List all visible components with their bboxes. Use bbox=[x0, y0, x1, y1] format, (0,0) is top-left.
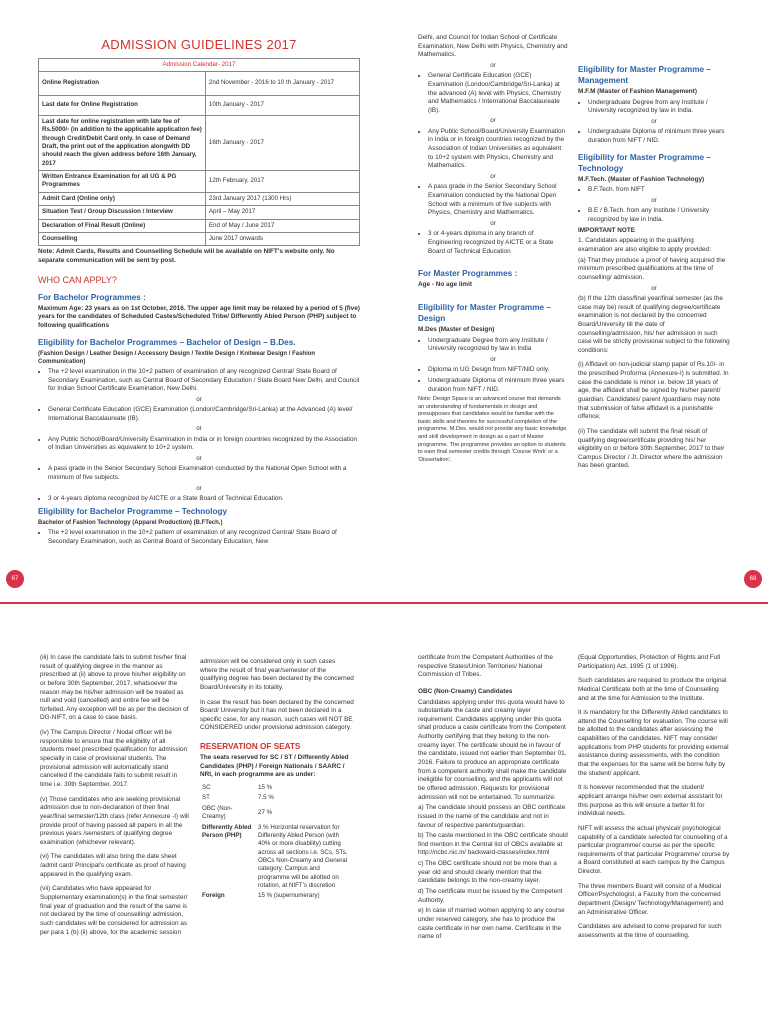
bottom-col-3 bbox=[418, 652, 568, 944]
list-item: • B.F.Tech. from NIFT bbox=[588, 186, 730, 195]
list-item: • Undergraduate Diploma of minimum three years duration from NIFT / NID. bbox=[428, 377, 568, 394]
table-row bbox=[200, 823, 354, 892]
obc-para: Candidates applying under this quota would have to substantiate the caste and creamy layer requirement. Candidates applying under this quota shall produce a caste certificate from the Competent Authority certifying that they belong to the non-creamy layer. The certificate should be in favour of the candidate, issued not earlier than September 01, 2016. Failure to produce an appropriate certificate from a competent authority shall make the candidate ineligible for counselling, and the applicants will not be offered admission. Requests for provisional admission will not be entertained. To summarize: bbox=[418, 698, 567, 801]
obc-heading: OBC (Non-Creamy) Candidates bbox=[418, 687, 513, 695]
calendar-note: Note: Admit Cards, Results and Counselling Schedule will be available on NIFT's website only. No separate communication will be sent by post. bbox=[38, 248, 335, 264]
or-separator: or bbox=[490, 117, 496, 125]
php-para: It is mandatory for the Differently Abled candidates to attend the Counselling for evaluation. The course will be allotted to the candidates after assessing the capabilities of the candidates. NIFT may consider applications from PHP students for providing external assistance during assessments, with the condition that the expenses for the same will be borne fully by the student/ applicant. bbox=[578, 709, 729, 777]
calendar-label: Situation Test / Group Discussion / Interview bbox=[39, 206, 206, 219]
obc-para: d) The certificate must be issued by the Competent Authority. bbox=[418, 888, 563, 904]
php-para: NIFT will assess the actual physical/ psychological capability of a candidate selected for counselling of a particular programme/ course as per the specific requirements of that particular Programme/ course by a Board constituted at each campus by the Campus Director. bbox=[578, 824, 730, 876]
or-separator: or bbox=[196, 484, 202, 492]
bdes-list bbox=[38, 368, 360, 394]
reservation-heading: RESERVATION OF SEATS bbox=[200, 742, 301, 752]
mfm-heading: Eligibility for Master Programme – Management bbox=[578, 65, 711, 86]
list-item: • 3 or 4-years diploma in any branch of Engineering recognized by AICTE or a State Board of Technical Education bbox=[428, 230, 568, 256]
footer-divider bbox=[0, 602, 768, 604]
php-para: Candidates are advised to come prepared for such assessments at the time of counselling. bbox=[578, 923, 722, 939]
bottom-col-2 bbox=[200, 656, 354, 902]
admission-calendar-table bbox=[38, 58, 360, 247]
table-row bbox=[39, 95, 360, 115]
reservation-value: 15 % bbox=[258, 784, 273, 792]
list-item: • The +2 level examination in the 10+2 pattern of examination of any recognized Central/ State Board of Secondary Examination, such as Central Board of Secondary Education / State Board New Delhi, and Council for Indian School Certificate Examination, New Delhi. bbox=[48, 368, 360, 394]
obc-para: b) The caste mentioned in the OBC certificate should find mention in the Central list of OBCs available at http://ncbc.nic.in/ backward-classes/index.html bbox=[418, 832, 568, 857]
page-gap bbox=[0, 612, 768, 640]
list-item: • Undergraduate Degree from any Institute / University recognized by law in India. bbox=[588, 99, 730, 116]
mid-intro-text: Delhi, and Council for Indian School of Certificate Examination, New Delhi with Physics, Chemistry and Mathematics. bbox=[418, 34, 568, 59]
bdes-heading: Eligibility for Bachelor Programmes – Bachelor of Design – B.Des. bbox=[38, 337, 296, 347]
bftech-subheading: Bachelor of Fashion Technology (Apparel Production) (B.FTech.) bbox=[38, 519, 223, 526]
master-age-text: Age - No age limit bbox=[418, 281, 472, 289]
condition-para: (v) Those candidates who are seeking provisional admission due to non-declaration of their final year/final semester/12th class (refer Annexure -I) will provide proof of having passed all papers in all the previous years /semesters of qualifying degree examination (whichever relevant). bbox=[40, 795, 189, 846]
bftech-heading: Eligibility for Bachelor Programme – Technology bbox=[38, 506, 228, 516]
list-item: • The +2 level examination in the 10+2 pattern of examination of any recognized Central/ State Board of Secondary Examination, such as Central Board of Secondary Education, New bbox=[48, 529, 360, 546]
page-number-right: 68 bbox=[744, 570, 762, 588]
admission-para: In case the result has been declared by the concerned Board/ University but it has not been declared in a specific case, for any reason, such cases will NOT BE CONSIDERED under provisional admission category. bbox=[200, 698, 354, 732]
or-separator: or bbox=[651, 197, 657, 205]
important-para: (ii) The candidate will submit the final result of qualifying degree/certificate providing his/ her eligibility on or before 30th September, 2017 to their Campus Director / Jt. Director where the admission has been granted. bbox=[578, 427, 725, 470]
reservation-value: 7.5 % bbox=[258, 794, 274, 802]
calendar-label: Last date for online registration with late fee of Rs.5000/- (in addition to the applicable application fee) through Credit/Debit Card only. In case of Demand Draft, the print out of the application alongwith DD should reach the given address before 16th January, 2017 bbox=[39, 115, 206, 170]
calendar-label: Last date for Online Registration bbox=[39, 95, 206, 115]
or-separator: or bbox=[490, 219, 496, 227]
master-heading: For Master Programmes : bbox=[418, 269, 518, 279]
condition-para: (iii) In case the candidate fails to submit his/her final result of qualifying degree in the manner as prescribed at (ii) above to prove his/her eligibility on or before 30th September, 2017, whatsoever the reason may be his/her admission will be treated as null and void (cancelled) and entire fee will be forfeited. Any exception will be as per the decision of DG-NIFT, on a case to case basis. bbox=[40, 654, 189, 722]
condition-para: (vii) Candidates who have appeared for Supplementary examination(s) in the final semester/ final year of graduation and the result of the same is not declared by the time of counselling/ admission, such candidates will be considered for admission as per para 1 (b) (ii) above, for the academic session bbox=[40, 885, 188, 936]
foreign-label: Foreign bbox=[202, 892, 225, 900]
or-separator: or bbox=[196, 425, 202, 433]
reservation-table bbox=[200, 783, 354, 902]
list-item: • Any Public School/Board/University Examination in India or in foreign countries recognized by the Association of Indian Universities as equivalent to 10+2 system. bbox=[48, 436, 360, 453]
calendar-value: End of May / June 2017 bbox=[205, 219, 359, 232]
calendar-label: Counselling bbox=[39, 232, 206, 245]
table-row bbox=[200, 793, 354, 803]
mftech-subheading: M.F.Tech. (Master of Fashion Technology) bbox=[578, 175, 705, 183]
or-separator: or bbox=[490, 61, 496, 69]
list-item: • Any Public School/Board/University Examination in India or in foreign countries recognized by the Association of Indian Universities as equivalent to 10+2 system with Physics, Chemistry and Mathematics. bbox=[428, 128, 568, 171]
php-para: (Equal Opportunities, Protection of Rights and Full Participation) Act, 1995 (1 of 1996). bbox=[578, 654, 721, 670]
mdes-subheading: M.Des (Master of Design) bbox=[418, 326, 495, 334]
reservation-category: SC bbox=[202, 784, 211, 792]
list-item: • General Certificate Education (GCE) Examination (London/Cambridge/Sri-Lanka) at the Advanced (A) level/ International Baccalaureate (IB). bbox=[48, 406, 360, 423]
list-item: • 3 or 4-years diploma recognized by AICTE or a State Board of Technical Education. bbox=[48, 495, 360, 504]
list-item: • A pass grade in the Senior Secondary School Examination conducted by the National Open School with a minimum of five subjects with Physics, Chemistry and Mathematics. bbox=[428, 183, 568, 218]
bottom-page-spread bbox=[0, 640, 768, 1024]
top-right-column bbox=[578, 64, 730, 473]
mdes-note: Note: Design Space is an advanced course that demands an understanding of fundamentals in design and presupposes that candidates would be familiar with the basic skills and theories for successful completion of the programme. M.Des. would not provide any basic knowledge and skill development in design as a part of Master programme. The programme provides an option to students to earn final semester credits through 'Course Work' or a 'Dissertation'. bbox=[418, 396, 567, 463]
or-separator: or bbox=[196, 395, 202, 403]
mdes-heading: Eligibility for Master Programme – Design bbox=[418, 302, 551, 324]
table-row bbox=[39, 206, 360, 219]
mfm-subheading: M.F.M (Master of Fashion Management) bbox=[578, 88, 697, 96]
calendar-value: April – May 2017 bbox=[205, 206, 359, 219]
table-row bbox=[39, 71, 360, 95]
reservation-category: OBC (Non-Creamy) bbox=[202, 804, 233, 821]
obc-para: e) In case of married women applying to any course under reserved category, she has to produce the caste certificate in her own name. Certificate in the name of bbox=[418, 907, 565, 941]
php-para: Such candidates are required to produce the original Medical Certificate both at the time of Counselling and at the time for Admission to the Institute. bbox=[578, 677, 727, 702]
calendar-value: 16th January - 2017 bbox=[205, 115, 359, 170]
calendar-label: Admit Card (Online only) bbox=[39, 192, 206, 205]
condition-para: (vi) The candidates will also bring the date sheet /admit card/ Principal's certificate as proof of having appeared in the qualifying exam. bbox=[40, 853, 186, 878]
page-title: ADMISSION GUIDELINES 2017 bbox=[101, 37, 297, 52]
page-number-left: 67 bbox=[6, 570, 24, 588]
mftech-heading: Eligibility for Master Programme – Technology bbox=[578, 152, 711, 173]
table-row bbox=[39, 232, 360, 245]
table-row bbox=[39, 171, 360, 193]
table-row bbox=[39, 115, 360, 170]
calendar-value: 12th February, 2017 bbox=[205, 171, 359, 193]
reservation-value: 27 % bbox=[258, 809, 273, 816]
calendar-label: Online Registration bbox=[39, 71, 206, 95]
condition-para: (iv) The Campus Director / Nodal officer will be responsible to ensure that the eligibility of all students meet prescribed qualification for admission specially in case of provisional students. The provisional admission will automatically stand cancelled if the candidate fails to submit result in time i.e. 30th September, 2017. bbox=[40, 729, 188, 788]
calendar-value: 10th January - 2017 bbox=[205, 95, 359, 115]
important-note-heading: IMPORTANT NOTE bbox=[578, 226, 636, 234]
or-separator: or bbox=[490, 356, 496, 363]
important-para: (a) That they produce a proof of having acquired the minimum prescribed qualifications at the time of counselling/ admission. bbox=[578, 256, 726, 281]
calendar-label: Declaration of Final Result (Online) bbox=[39, 219, 206, 232]
table-row bbox=[39, 192, 360, 205]
top-left-column bbox=[38, 36, 360, 548]
list-item: • General Certificate Education (GCE) Examination (London/Cambridge/Sri-Lanka) at the advanced (A) level with Physics, Chemistry and Mathematics / International Baccalaureate (IB). bbox=[428, 72, 568, 115]
calendar-label: Written Entrance Examination for all UG & PG Programmes bbox=[39, 171, 206, 193]
admission-para: admission will be considered only in such cases where the result of final year/semester of the qualifying degree has been declared by the concerned Board/University in its totality. bbox=[200, 658, 354, 691]
certificate-intro: certificate from the Competent Authorities of the respective States/Union Territories/ National Commission of Tribes. bbox=[418, 654, 553, 679]
table-row bbox=[39, 219, 360, 232]
php-para: The three members Board will consist of a Medical Officer/Psychologist, a Faculty from the concerned department (Design/ Technology/Management) and an Administrative Officer. bbox=[578, 882, 724, 916]
obc-para: a) The candidate should possess an OBC certificate issued in the name of the candidate and not in favour of respective parents/guardian. bbox=[418, 804, 566, 829]
table-row bbox=[200, 804, 354, 823]
php-label: Differently Abled Person (PHP) bbox=[202, 823, 252, 839]
reservation-category: ST bbox=[202, 794, 210, 802]
php-value: 3 % Horizontal reservation for Differently Abled Person (with 40% or more disability) cutting across all sections i.e. SCs, STs, OBCs Non-Creamy and General category. Campus and programme will be allotted on rotation, at NIFT's discretion bbox=[258, 823, 348, 890]
foreign-value: 15 % (supernumerary) bbox=[258, 892, 320, 900]
bottom-col-1 bbox=[40, 652, 190, 939]
important-para: (i) Affidavit on non-judicial stamp paper of Rs.10/- in the prescribed Proforma (Annexure-I) is submitted. In case the candidate is minor i.e. below 18 years of age, the affidavit shall be signed by his/her parent/ guardian. Candidates/ parent /guardians may note that submission of false affidavit is a punishable offence; bbox=[578, 361, 729, 421]
bottom-col-4 bbox=[578, 652, 730, 943]
obc-para: c) The OBC certificate should not be more than a year old and should clearly mention that the candidate belongs to the non-creamy layer. bbox=[418, 860, 557, 885]
calendar-value: 23rd January 2017 (1300 Hrs) bbox=[205, 192, 359, 205]
list-item: • A pass grade in the Senior Secondary School Examination conducted by the National Open School with a minimum of five subjects. bbox=[48, 465, 360, 482]
list-item: • Undergraduate Diploma of minimum three years duration from NIFT / NID. bbox=[588, 128, 730, 145]
calendar-value: June 2017 onwards bbox=[205, 232, 359, 245]
important-para: 1. Candidates appearing in the qualifying examination are also eligible to apply provided: bbox=[578, 237, 711, 254]
or-separator: or bbox=[490, 173, 496, 181]
list-item: • Undergraduate Degree from any Institute / University recognized by law in India bbox=[428, 337, 568, 354]
list-item: • Diploma in UG Design from NIFT/NID only. bbox=[428, 366, 568, 375]
bdes-subheading: (Fashion Design / Leather Design / Accessory Design / Textile Design / Knitwear Design / Fashion Communication) bbox=[38, 350, 316, 365]
calendar-value: 2nd November - 2016 to 10 th January - 2017 bbox=[205, 71, 359, 95]
table-row bbox=[200, 891, 354, 901]
bachelor-age-text: Maximum Age: 23 years as on 1st October, 2016. The upper age limit may be relaxed by a period of 5 (five) years for the candidates of Scheduled Castes/Scheduled Tribe/ Differently Abled Person (PHP) subject to following qualifications bbox=[38, 304, 360, 329]
php-para: It is however recommended that the student/ applicant arrange his/her own external assistant for this purpose as this will ensure a better fit for individual needs. bbox=[578, 784, 723, 818]
bachelor-heading: For Bachelor Programmes : bbox=[38, 292, 146, 302]
top-middle-column bbox=[418, 32, 568, 466]
who-can-apply-heading: WHO CAN APPLY? bbox=[38, 274, 117, 285]
list-item: • B.E / B.Tech. from any Institute / University recognized by law in India. bbox=[588, 207, 730, 224]
table-row bbox=[200, 783, 354, 793]
calendar-caption: Admission Calendar- 2017 bbox=[39, 58, 360, 71]
reservation-intro: The seats reserved for SC / ST / Differently Abled Candidates (PHP) / Foreign Nationals / SAARC / NRI, in each programme are as under: bbox=[200, 754, 349, 779]
or-separator: or bbox=[196, 455, 202, 463]
or-separator: or bbox=[651, 118, 657, 126]
important-para: (b) If the 12th class/final year/final semester (as the case may be) result of qualifying degree/certificate examination is not declared by the concerned Board/University till the date of counselling/admission, his/ her admission in such case will be strictly provisional subject to the following conditions: bbox=[578, 294, 730, 354]
or-separator: or bbox=[651, 284, 657, 292]
